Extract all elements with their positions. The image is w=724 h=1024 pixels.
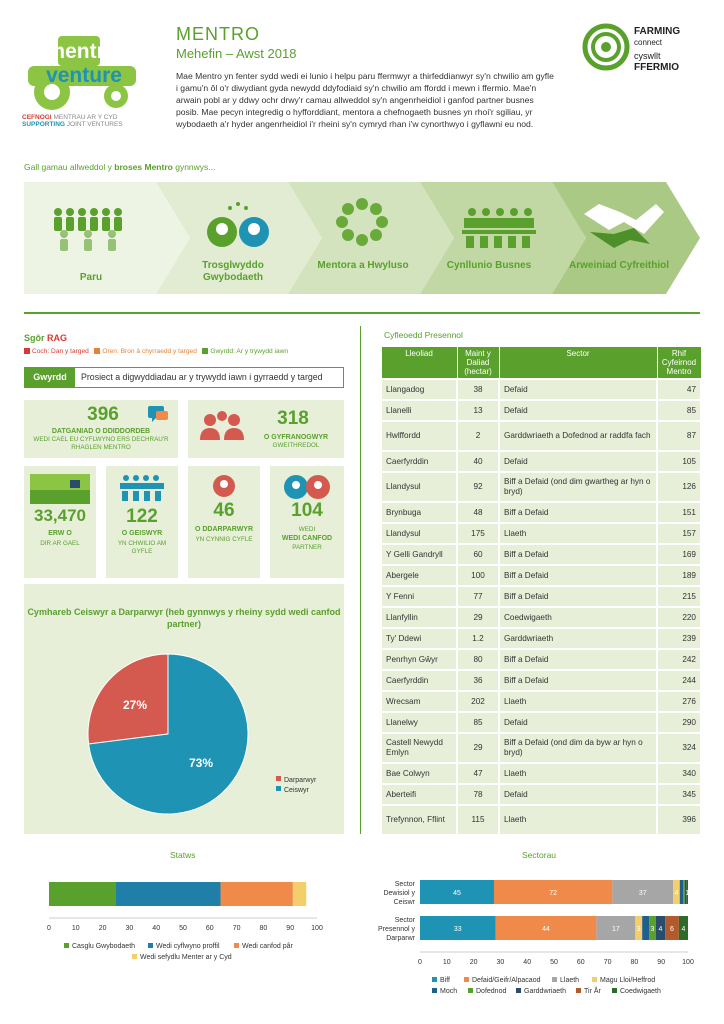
sector-value-label: 1 (685, 890, 690, 897)
cell-ref: 244 (657, 670, 701, 691)
sector-category-label: Dewisiol y (383, 890, 415, 897)
cell-sector: Biff a Defaid (499, 502, 657, 523)
cell-location: Trefynnon, Fflint (381, 805, 457, 835)
cell-ref: 189 (657, 565, 701, 586)
x-tick-label: 60 (576, 959, 585, 966)
x-tick-label: 10 (442, 959, 451, 966)
pie-chart (24, 584, 344, 834)
table-row (381, 733, 701, 763)
cell-sector: Coedwigaeth (499, 607, 657, 628)
table-row (381, 565, 701, 586)
status-chart-title: Statws (170, 850, 196, 860)
cell-location: Llanelwy (381, 712, 457, 733)
cell-ref: 215 (657, 586, 701, 607)
x-tick-label: 80 (259, 925, 268, 932)
cell-location: Llandysul (381, 472, 457, 502)
cell-size: 80 (457, 649, 499, 670)
cell-size: 29 (457, 733, 499, 763)
cell-ref: 340 (657, 763, 701, 784)
opportunities-table (380, 346, 702, 836)
x-tick-label: 10 (71, 925, 80, 932)
sector-legend-swatch (576, 988, 581, 993)
cell-ref: 220 (657, 607, 701, 628)
cell-location: Y Fenni (381, 586, 457, 607)
page-title: MENTRO (176, 24, 260, 44)
cell-size: 2 (457, 421, 499, 451)
cell-size: 1.2 (457, 628, 499, 649)
table-row (381, 691, 701, 712)
sector-category-label: Sector (394, 881, 415, 888)
sector-chart (360, 862, 710, 1012)
cell-location: Llanfyllin (381, 607, 457, 628)
cell-location: Llangadog (381, 379, 457, 400)
cell-ref: 396 (657, 805, 701, 835)
cell-size: 38 (457, 379, 499, 400)
cell-ref: 324 (657, 733, 701, 763)
farming-connect-logo: FARMING connect cyswllt FFERMIO (582, 22, 702, 82)
cell-sector: Biff a Defaid (ond dim gwartheg ar hyn o bryd) (499, 472, 657, 502)
table-row (381, 607, 701, 628)
sector-legend-label: Biff (440, 977, 450, 984)
sector-legend-swatch (516, 988, 521, 993)
table-row (381, 400, 701, 421)
cell-sector: Defaid (499, 400, 657, 421)
provider-head-icon (212, 474, 236, 502)
cell-size: 100 (457, 565, 499, 586)
cell-size: 202 (457, 691, 499, 712)
sector-legend-label: Moch (440, 988, 458, 995)
step-knowledge-transfer: Trosglwyddo Gwybodaeth (202, 260, 264, 283)
stat-seekers: 122 O GEISWYR YN CHWILIO AM GYFLE (106, 466, 178, 578)
table-row (381, 649, 701, 670)
svg-text:mentro: mentro (46, 40, 118, 63)
sector-value-label: 4 (681, 926, 686, 933)
cell-ref: 47 (657, 379, 701, 400)
sector-legend-swatch (468, 988, 473, 993)
x-tick-label: 30 (125, 925, 134, 932)
stat-providers: 46 O DDARPARWYR YN CYNNIG CYFLE (188, 466, 260, 578)
sector-legend-label: Llaeth (560, 977, 580, 984)
pie-label: 73% (188, 756, 214, 771)
cell-sector: Defaid (499, 379, 657, 400)
cell-location: Abergele (381, 565, 457, 586)
table-row (381, 379, 701, 400)
table-row (381, 586, 701, 607)
sector-value-label: 37 (638, 890, 647, 897)
table-row (381, 784, 701, 805)
sector-legend-label: Coedwigaeth (620, 988, 661, 995)
sector-legend-swatch (432, 977, 437, 982)
partners-heads-icon (282, 474, 332, 502)
cell-size: 78 (457, 784, 499, 805)
cell-location: Wrecsam (381, 691, 457, 712)
table-row (381, 628, 701, 649)
col-size: Maint y Daliad (hectar) (457, 347, 499, 380)
cell-sector: Biff a Defaid (499, 649, 657, 670)
cell-sector: Biff a Defaid (ond dim da byw ar hyn o bryd) (499, 733, 657, 763)
sector-value-label: 45 (453, 890, 461, 897)
cell-sector: Llaeth (499, 763, 657, 784)
cell-size: 29 (457, 607, 499, 628)
status-legend-swatch (132, 954, 137, 959)
rag-title: Sgôr RAG (24, 333, 68, 343)
x-tick-label: 50 (179, 925, 187, 932)
status-bar-segment (49, 882, 116, 906)
farming-connect-swirl-icon (582, 22, 630, 72)
sector-value-label: 17 (611, 926, 620, 933)
table-row (381, 670, 701, 691)
sector-category-label: Darparwr (386, 935, 415, 942)
stat-participants: 318 O GYFRANOGWYR GWEITHREDOL (188, 400, 344, 458)
cell-location: Llandysul (381, 523, 457, 544)
x-tick-label: 70 (603, 959, 612, 966)
table-row (381, 763, 701, 784)
cell-sector: Biff a Defaid (499, 670, 657, 691)
pie-legend-swatch (276, 776, 281, 781)
section-divider (24, 312, 700, 314)
cell-size: 13 (457, 400, 499, 421)
cell-ref: 290 (657, 712, 701, 733)
cell-ref: 151 (657, 502, 701, 523)
table-header-row (381, 347, 701, 380)
cell-sector: Llaeth (499, 523, 657, 544)
cell-sector: Llaeth (499, 691, 657, 712)
status-legend-label: Wedi sefydlu Menter ar y Cyd (140, 954, 232, 961)
cell-ref: 276 (657, 691, 701, 712)
process-steps (24, 182, 700, 294)
cell-size: 77 (457, 586, 499, 607)
speech-bubble-icon (148, 406, 170, 424)
x-tick-label: 30 (496, 959, 505, 966)
pie-title: Cymhareb Ceiswyr a Darparwyr (heb gynnwys y rheiny sydd wedi canfod partner) (27, 607, 341, 629)
cell-location: Aberteifi (381, 784, 457, 805)
sector-legend-label: Defaid/Geifr/Alpacaod (472, 977, 541, 984)
cell-sector: Defaid (499, 784, 657, 805)
cell-location: Caerfyrddin (381, 451, 457, 472)
rag-status-bar (24, 367, 344, 388)
step-paru: Paru (79, 272, 103, 283)
cell-sector: Biff a Defaid (499, 565, 657, 586)
sector-legend-swatch (592, 977, 597, 982)
table-row (381, 805, 701, 835)
cell-size: 92 (457, 472, 499, 502)
sector-value-label: 44 (542, 926, 550, 933)
cell-sector: Biff a Defaid (499, 544, 657, 565)
sector-legend-label: Dofednod (476, 988, 507, 995)
column-divider (360, 326, 361, 834)
rag-legend: Coch: Dan y targed Oren: Bron â chyrraedd y targed Gwyrdd: Ar y trywydd iawn (24, 348, 288, 355)
business-planning-icon (462, 208, 536, 248)
pie-legend-swatch (276, 786, 281, 791)
cell-location: Bae Colwyn (381, 763, 457, 784)
cell-ref: 345 (657, 784, 701, 805)
sector-value-label: 4 (658, 926, 663, 933)
cell-sector: Defaid (499, 451, 657, 472)
cell-ref: 105 (657, 451, 701, 472)
cell-ref: 126 (657, 472, 701, 502)
cell-ref: 169 (657, 544, 701, 565)
tractor-logo-icon (22, 28, 142, 113)
status-legend-label: Casglu Gwybodaeth (72, 943, 136, 950)
col-sector: Sector (499, 347, 657, 380)
status-legend-label: Wedi canfod pâr (242, 943, 293, 950)
cell-size: 48 (457, 502, 499, 523)
sector-value-label: 4 (674, 890, 679, 897)
cell-sector: Biff a Defaid (499, 586, 657, 607)
x-tick-label: 90 (286, 925, 295, 932)
table-row (381, 472, 701, 502)
cell-location: Llanelli (381, 400, 457, 421)
cell-sector: Llaeth (499, 805, 657, 835)
x-tick-label: 0 (47, 925, 51, 932)
cell-size: 175 (457, 523, 499, 544)
col-ref: Rhif Cyfeirnod Mentro (657, 347, 701, 380)
rag-status-text: Prosiect a digwyddiadau ar y trywydd iawn i gyrraedd y targed (81, 372, 323, 382)
status-legend-label: Wedi cyflwyno proffil (156, 943, 220, 950)
sector-legend-swatch (464, 977, 469, 982)
status-chart (24, 862, 344, 974)
cell-location: Ty' Ddewi (381, 628, 457, 649)
rag-status-badge: Gwyrdd (25, 368, 75, 387)
sector-category-label: Presennol y (378, 926, 415, 933)
cell-sector: Garddwriaeth (499, 628, 657, 649)
sector-chart-title: Sectorau (522, 850, 557, 860)
field-icon (30, 474, 90, 504)
sector-bar-segment (642, 916, 649, 940)
cell-location: Brynbuga (381, 502, 457, 523)
x-tick-label: 60 (205, 925, 214, 932)
status-bar-segment (293, 882, 306, 906)
sector-value-label: 72 (549, 890, 558, 897)
cell-size: 47 (457, 763, 499, 784)
sector-legend-label: Garddwriaeth (524, 988, 567, 995)
x-tick-label: 70 (232, 925, 241, 932)
stat-partners: 104 WEDI WEDI CANFOD PARTNER (270, 466, 344, 578)
cell-location: Caerfyrddin (381, 670, 457, 691)
status-bar-segment (221, 882, 293, 906)
cell-location: Y Gelli Gandryll (381, 544, 457, 565)
x-tick-label: 100 (311, 925, 323, 932)
sector-category-label: Ceiswr (393, 899, 415, 906)
x-tick-label: 50 (550, 959, 558, 966)
sector-legend-swatch (432, 988, 437, 993)
step-legal-guidance: Arweiniad Cyfreithiol (568, 260, 669, 271)
sector-legend-label: Magu Lloi/Heffrod (600, 977, 656, 984)
cell-ref: 85 (657, 400, 701, 421)
pie-label: 27% (122, 697, 148, 712)
cell-sector: Garddwriaeth a Dofednod ar raddfa fach (499, 421, 657, 451)
step-business-planning: Cynllunio Busnes (446, 260, 532, 271)
cell-location: Hwlffordd (381, 421, 457, 451)
table-row (381, 502, 701, 523)
table-title: Cyfleoedd Presennol (384, 330, 463, 340)
sector-legend-swatch (552, 977, 557, 982)
sector-legend-swatch (612, 988, 617, 993)
status-legend-swatch (234, 943, 239, 948)
x-tick-label: 40 (523, 959, 532, 966)
sector-value-label: 3 (650, 926, 655, 933)
pie-legend-label: Darparwyr (284, 777, 317, 784)
table-row (381, 451, 701, 472)
x-tick-label: 20 (98, 925, 107, 932)
status-bar-segment (116, 882, 221, 906)
table-row (381, 523, 701, 544)
page-subtitle: Mehefin – Awst 2018 (176, 46, 297, 61)
step-mentoring: Mentora a Hwyluso (317, 260, 409, 271)
stat-declarations: 396 DATGANIAD O DDIDDORDEB WEDI CAEL EU CYFLWYNO ERS DECHRAU'R RHAGLEN MENTRO (24, 400, 178, 458)
sector-legend-label: Tir År (584, 988, 601, 995)
status-legend-swatch (64, 943, 69, 948)
x-tick-label: 20 (469, 959, 478, 966)
sector-category-label: Sector (394, 917, 415, 924)
table-row (381, 544, 701, 565)
x-tick-label: 0 (418, 959, 422, 966)
cell-ref: 87 (657, 421, 701, 451)
table-row (381, 712, 701, 733)
svg-text:venture: venture (46, 64, 122, 87)
cell-ref: 239 (657, 628, 701, 649)
cell-sector: Defaid (499, 712, 657, 733)
status-legend-swatch (148, 943, 153, 948)
table-row (381, 421, 701, 451)
sector-value-label: 3 (636, 926, 641, 933)
sector-value-label: 33 (453, 926, 462, 933)
sector-value-label: 6 (670, 926, 674, 933)
cell-size: 40 (457, 451, 499, 472)
x-tick-label: 40 (152, 925, 161, 932)
pie-chart-panel (24, 584, 344, 834)
mentro-venture-logo: mentro venture CEFNOGI MENTRAU AR Y CYD SUPPORTING JOINT VENTURES (22, 28, 142, 140)
pie-legend-label: Ceiswyr (284, 787, 309, 794)
sector-bar-segment (680, 880, 683, 904)
intro-paragraph: Mae Mentro yn fenter sydd wedi ei lunio i helpu paru ffermwyr a thirfeddianwyr sy'n chwilio am gyfle i gamu'n ôl o'r diwydiant gyda newydd ddyfodiaid sy'n chwilio am ffordd i mewn i ffermio. Mae'n arwain pobl ar y ddwy ochr drwy'r camau allweddol sy'n angenrheidiol i ganfod partner busnes posib. Mae pecyn integredig o hyfforddiant, mentora a chefnogaeth busnes yn rhoi'r sgiliau, yr wybodaeth a'r hyder angenrheidiol i'r rheini sy'n cymryd rhan i'w cynorthwyo i gyflawni eu nod. (176, 71, 554, 129)
seekers-icon (120, 474, 164, 504)
x-tick-label: 80 (630, 959, 639, 966)
cell-size: 36 (457, 670, 499, 691)
cell-ref: 157 (657, 523, 701, 544)
cell-size: 115 (457, 805, 499, 835)
cell-size: 60 (457, 544, 499, 565)
cell-ref: 242 (657, 649, 701, 670)
x-tick-label: 100 (682, 959, 694, 966)
cell-location: Castell Newydd Emlyn (381, 733, 457, 763)
cell-size: 85 (457, 712, 499, 733)
key-elements-heading: Gall gamau allweddol y broses Mentro gynnwys... (24, 162, 216, 172)
participants-icon (200, 410, 244, 442)
stat-acres: 33,470 ERW O DIR AR GAEL (24, 466, 96, 578)
x-tick-label: 90 (657, 959, 666, 966)
cell-location: Penrhyn Gŵyr (381, 649, 457, 670)
col-location: Lleoliad (381, 347, 457, 380)
